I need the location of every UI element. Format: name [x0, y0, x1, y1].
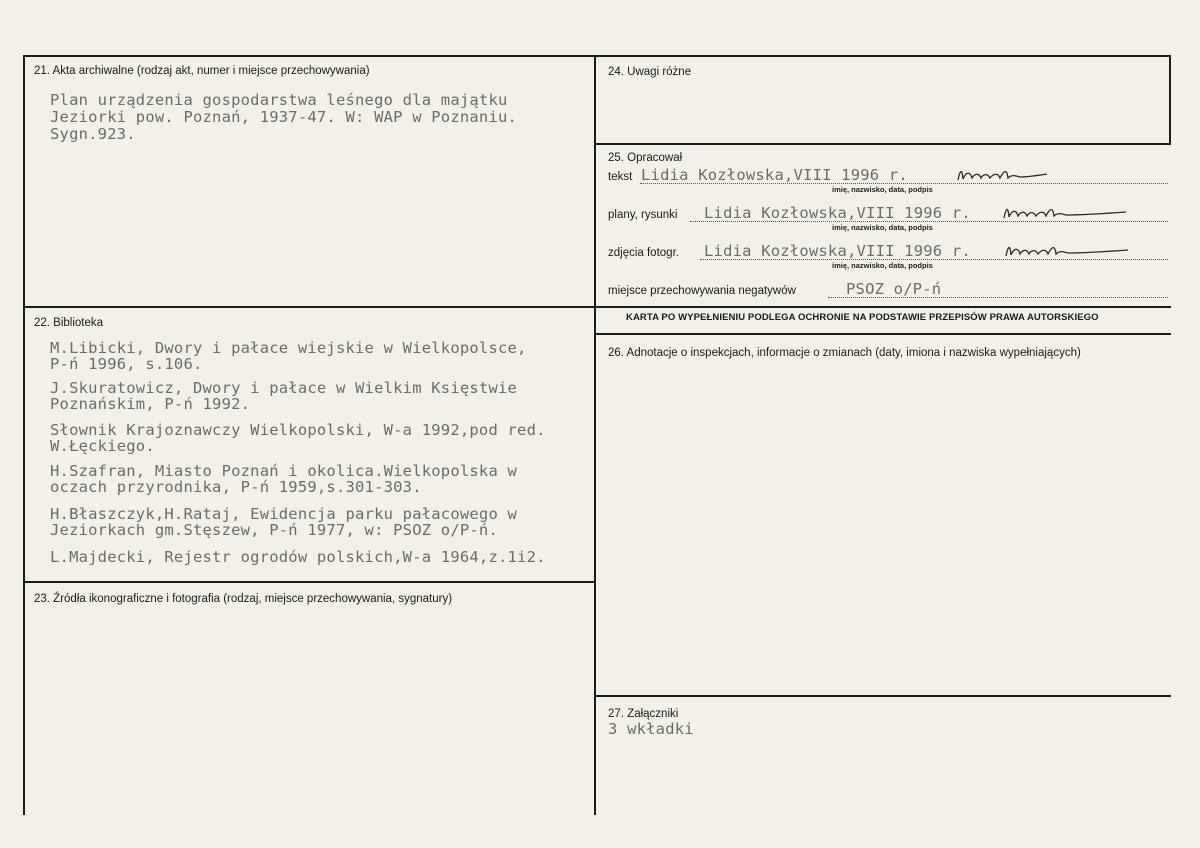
negatywy-value: PSOZ o/P-ń	[846, 280, 942, 298]
bib-entry-3-line-2: W.Łęckiego.	[50, 437, 155, 455]
section-21-line-1: Plan urządzenia gospodarstwa leśnego dla majątku	[50, 91, 508, 109]
bib-entry-5-line-1: H.Błaszczyk,H.Rataj, Ewidencja parku pałacowego w	[50, 505, 518, 523]
bib-entry-4-line-2: oczach przyrodnika, P-ń 1959,s.301-303.	[50, 478, 422, 496]
bib-entry-1-line-1: M.Libicki, Dwory i pałace wiejskie w Wielkopolsce,	[50, 339, 527, 357]
plany-label: plany, rysunki	[608, 209, 678, 221]
section-27-value: 3 wkładki	[608, 720, 694, 738]
plany-value: Lidia Kozłowska,VIII 1996 r.	[704, 204, 971, 222]
bib-entry-5-line-2: Jeziorkach gm.Stęszew, P-ń 1977, w: PSOZ o/P-ń.	[50, 521, 498, 539]
negatywy-label: miejsce przechowywania negatywów	[608, 285, 796, 297]
bib-entry-6-line-1: L.Majdecki, Rejestr ogrodów polskich,W-a 1964,z.1i2.	[50, 548, 546, 566]
bib-entry-2-line-2: Poznańskim, P-ń 1992.	[50, 395, 251, 413]
signature-3	[1000, 240, 1140, 262]
section-23-label: 23. Źródła ikonograficzne i fotografia (rodzaj, miejsce przechowywania, sygnatury)	[34, 593, 453, 605]
signature-1	[952, 164, 1062, 186]
rule-25-26	[594, 333, 1171, 335]
bib-entry-4-line-1: H.Szafran, Miasto Poznań i okolica.Wielkopolska w	[50, 462, 518, 480]
rule-21-22	[23, 306, 1171, 308]
bib-entry-3-line-1: Słownik Krajoznawczy Wielkopolski, W-a 1992,pod red.	[50, 421, 546, 439]
right-border-upper	[1169, 55, 1171, 145]
section-22-label: 22. Biblioteka	[34, 317, 104, 329]
center-divider	[594, 55, 596, 815]
zdjecia-value: Lidia Kozłowska,VIII 1996 r.	[704, 242, 971, 260]
bib-entry-2-line-1: J.Skuratowicz, Dwory i pałace w Wielkim Księstwie	[50, 379, 518, 397]
rule-26-27	[594, 695, 1171, 697]
section-26-label: 26. Adnotacje o inspekcjach, informacje o zmianach (daty, imiona i nazwiska wypełniających)	[608, 347, 1081, 359]
zdjecia-caption: imię, nazwisko, data, podpis	[832, 261, 933, 270]
zdjecia-label: zdjęcia fotogr.	[608, 247, 679, 259]
rule-24-25	[594, 143, 1171, 145]
copyright-note: KARTA PO WYPEŁNIENIU PODLEGA OCHRONIE NA PODSTAWIE PRZEPISÓW PRAWA AUTORSKIEGO	[626, 312, 1099, 323]
tekst-caption: imię, nazwisko, data, podpis	[832, 185, 933, 194]
section-21-label: 21. Akta archiwalne (rodzaj akt, numer i miejsce przechowywania)	[34, 65, 370, 77]
bib-entry-1-line-2: P-ń 1996, s.106.	[50, 355, 203, 373]
section-21-line-3: Sygn.923.	[50, 125, 136, 143]
signature-2	[998, 202, 1138, 224]
left-border	[23, 55, 25, 815]
tekst-value: Lidia Kozłowska,VIII 1996 r.	[641, 166, 908, 184]
section-27-label: 27. Załączniki	[608, 708, 679, 720]
top-rule	[23, 55, 1171, 57]
section-25-label: 25. Opracował	[608, 152, 683, 164]
tekst-label: tekst	[608, 171, 633, 183]
plany-caption: imię, nazwisko, data, podpis	[832, 223, 933, 232]
section-21-line-2: Jeziorki pow. Poznań, 1937-47. W: WAP w Poznaniu.	[50, 108, 518, 126]
section-24-label: 24. Uwagi różne	[608, 66, 692, 78]
rule-22-23	[23, 581, 595, 583]
